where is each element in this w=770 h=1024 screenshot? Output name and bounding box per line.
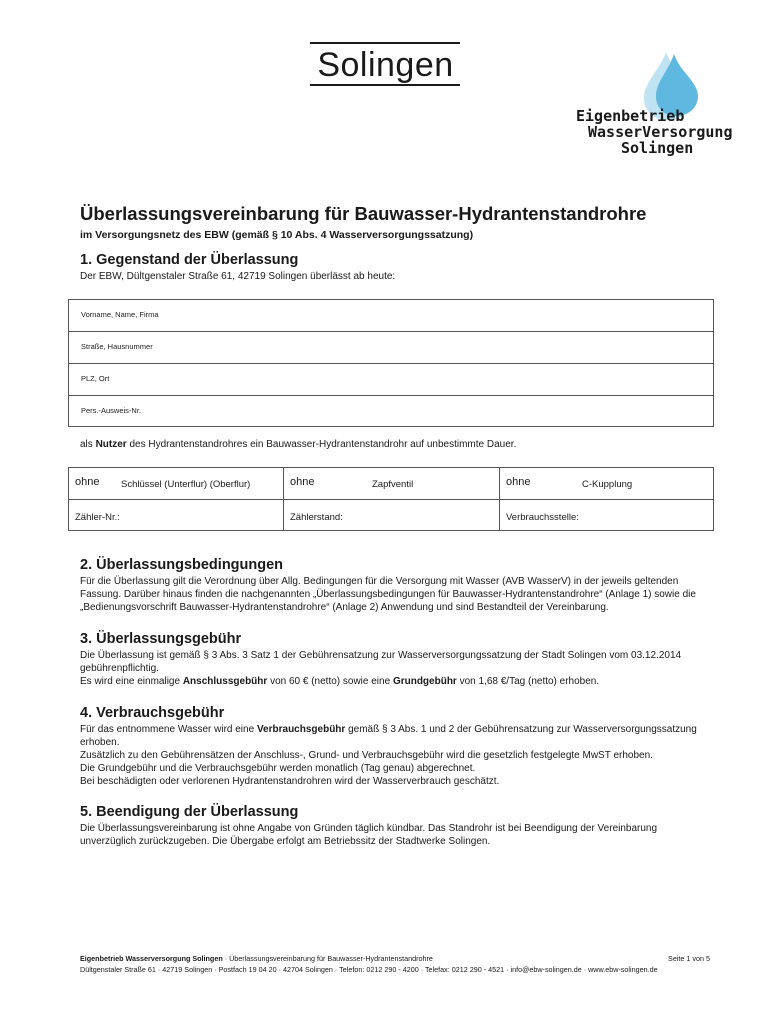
user-details-form (68, 299, 714, 427)
section-3-fees (80, 675, 690, 688)
fee-text-c: von 60 € (netto) sowie eine (267, 676, 393, 687)
consumption-site-label: Verbrauchsstelle: (506, 512, 579, 523)
section-4-line-2: erhoben. (80, 737, 120, 748)
footer-org: Eigenbetrieb Wasserversorgung Solingen (80, 954, 223, 963)
s4-text-a: Für das entnommene Wasser wird eine (80, 724, 257, 735)
counter-number-field[interactable] (69, 500, 283, 530)
section-2-heading: 2. Überlassungsbedingungen (80, 557, 284, 573)
nutzer-pre: als (80, 439, 96, 450)
section-5-line-1: Die Überlassungsvereinbarung ist ohne Angabe von Gründen täglich kündbar. Das Standrohr ist bei Beendigung der Vereinbarung (80, 823, 658, 834)
fee-text-e: von 1,68 €/Tag (netto) erhoben. (456, 676, 600, 687)
section-5-heading: 5. Beendigung der Überlassung (80, 804, 299, 820)
section-3-line-2: gebührenpflichtig. (80, 663, 159, 674)
form-row-city[interactable] (69, 364, 713, 396)
section-5-body (80, 822, 690, 848)
footer-sep: · (222, 954, 230, 963)
nutzer-sentence (80, 438, 690, 451)
option-value-key: ohne (75, 476, 100, 488)
section-4-line-3: Zusätzlich zu den Gebührensätzen der Anschluss-, Grund- und Verbrauchsgebühr wird die gesetzlich festgelegte MwST erhoben. (80, 750, 653, 761)
form-row-id[interactable] (69, 396, 713, 428)
footer-line-1 (80, 953, 710, 964)
logo-rule-bottom (310, 84, 460, 86)
option-cell-key[interactable] (69, 468, 283, 499)
page-footer (80, 953, 710, 975)
section-1-heading: 1. Gegenstand der Überlassung (80, 252, 299, 268)
option-item-valve: Zapfventil (372, 479, 414, 490)
ebw-line-3: Solingen (621, 139, 694, 157)
option-value-valve: ohne (290, 476, 315, 488)
section-4-line-5: Bei beschädigten oder verlorenen Hydrantenstandrohren wird der Wasserverbrauch geschätzt. (80, 776, 500, 787)
section-4-heading: 4. Verbrauchsgebühr (80, 705, 225, 721)
option-value-coupling: ohne (506, 476, 531, 488)
fee-connection-label: Anschlussgebühr (182, 676, 268, 687)
counter-reading-label: Zählerstand: (290, 512, 343, 523)
section-2-line-2: Fassung. Darüber hinaus finden die nachgenannten „Überlassungsbedingungen für Bauwasser-Hydrantenstandrohre“ (Anlage 1) sowie die (80, 589, 696, 600)
section-1-intro: Der EBW, Dültgenstaler Straße 61, 42719 Solingen überlässt ab heute: (80, 271, 396, 282)
counter-reading-field[interactable] (284, 500, 499, 530)
ebw-line-1: Eigenbetrieb (576, 107, 685, 125)
form-row-street[interactable] (69, 332, 713, 364)
option-item-key: Schlüssel (Unterflur) (Oberflur) (121, 479, 251, 490)
footer-doc-title: Überlassungsvereinbarung für Bauwasser-Hydrantenstandrohre (229, 954, 433, 963)
section-2-body (80, 575, 696, 614)
consumption-site-field[interactable] (500, 500, 714, 530)
field-label-city: PLZ, Ort (81, 374, 110, 383)
ebw-line-2: WasserVersorgung (588, 123, 733, 141)
nutzer-post: des Hydrantenstandrohres ein Bauwasser-Hydrantenstandrohr auf unbestimmte Dauer. (126, 439, 517, 450)
fee-base-label: Grundgebühr (392, 676, 457, 687)
ebw-logo-text (576, 108, 733, 156)
document-subtitle: im Versorgungsnetz des EBW (gemäß § 10 Abs. 4 Wasserversorgungssatzung) (80, 229, 474, 241)
section-5-line-2: unverzüglich zurückzugeben. Die Übergabe erfolgt am Betriebssitz der Stadtwerke Solingen. (80, 836, 491, 847)
field-label-street: Straße, Hausnummer (81, 342, 153, 351)
footer-address: Dültgenstaler Straße 61 · 42719 Solingen · Postfach 19 04 20 · 42704 Solingen · Telefon: 0212 290 - 4200 · Telefax: 0212 290 - 4521 · info@ebw-solingen.de · www.ebw-solingen.de (80, 965, 658, 974)
section-4-body (80, 723, 697, 788)
document-title: Überlassungsvereinbarung für Bauwasser-Hydrantenstandrohre (80, 203, 647, 224)
solingen-city-logo (308, 38, 463, 82)
field-label-id: Pers.-Ausweis-Nr. (81, 406, 142, 415)
section-2-line-3: „Bedienungsvorschrift Bauwasser-Hydrantenstandrohre“ (Anlage 2) Anwendung und sind Bestandteil der Vereinbarung. (80, 602, 609, 613)
equipment-grid (68, 467, 714, 531)
counter-number-label: Zähler-Nr.: (75, 512, 120, 523)
s4-text-c: gemäß § 3 Abs. 1 und 2 der Gebührensatzung zur Wasserversorgungssatzung (345, 724, 697, 735)
field-label-name: Vorname, Name, Firma (81, 310, 159, 319)
option-item-coupling: C-Kupplung (582, 479, 633, 490)
section-4-line-4: Die Grundgebühr und die Verbrauchsgebühr werden monatlich (Tag genau) abgerechnet. (80, 763, 476, 774)
s4-consumption-fee-label: Verbrauchsgebühr (256, 724, 346, 735)
footer-page-number: Seite 1 von 5 (668, 954, 710, 963)
nutzer-bold: Nutzer (95, 439, 127, 450)
form-row-name[interactable] (69, 300, 713, 332)
section-3-body (80, 649, 690, 688)
section-3-heading: 3. Überlassungsgebühr (80, 631, 242, 647)
fee-text-a: Es wird eine einmalige (80, 676, 183, 687)
section-4-line-1 (80, 723, 697, 736)
city-logo-text: Solingen (317, 46, 454, 84)
section-2-line-1: Für die Überlassung gilt die Verordnung über Allg. Bedingungen für die Versorgung mit Wasser (AVB WasserV) in der jeweils geltenden (80, 576, 679, 587)
option-cell-coupling[interactable] (500, 468, 714, 499)
option-cell-valve[interactable] (284, 468, 499, 499)
section-3-line-1: Die Überlassung ist gemäß § 3 Abs. 3 Satz 1 der Gebührensatzung zur Wasserversorgungssatzung der Stadt Solingen vom 03.12.2014 (80, 650, 682, 661)
